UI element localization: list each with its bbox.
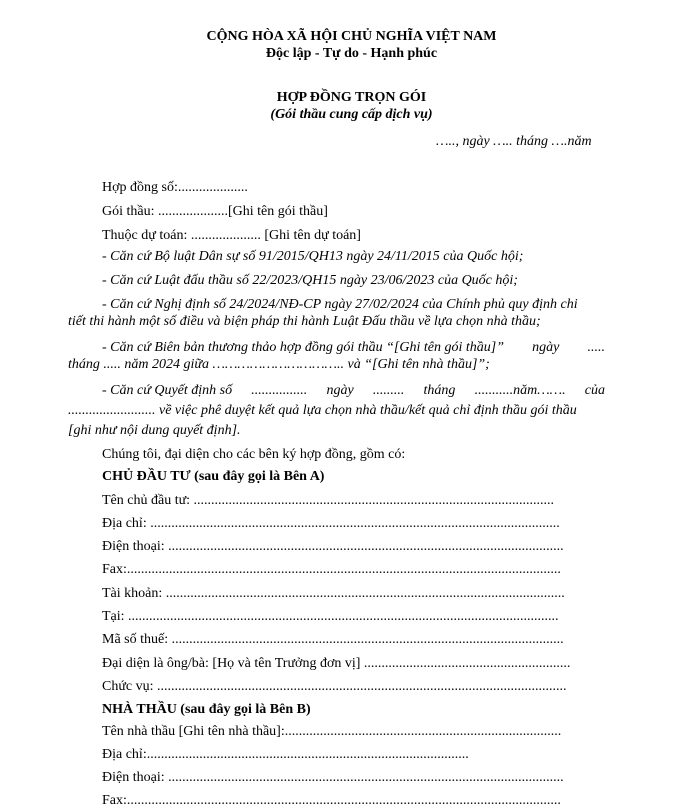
party-b-address: Địa chỉ:............................................................................................ bbox=[102, 747, 469, 762]
party-a-name: Tên chủ đầu tư: ....................................................................................................... bbox=[102, 493, 555, 508]
party-b-name: Tên nhà thầu [Ghi tên nhà thầu]:............................................................................... bbox=[102, 724, 562, 739]
document-subtitle: (Gói thầu cung cấp dịch vụ) bbox=[270, 107, 433, 122]
basis-minutes-day-label: ngày bbox=[532, 340, 560, 355]
package-name: Gói thầu: ....................[Ghi tên gói thầu] bbox=[102, 204, 328, 219]
party-b-phone: Điện thoại: ................................................................................................................. bbox=[102, 770, 564, 785]
basis-decree-line2: tiết thi hành một số điều và biện pháp thi hành Luật Đấu thầu về lựa chọn nhà thầu; bbox=[68, 314, 541, 329]
basis-civil-code: - Căn cứ Bộ luật Dân sự số 91/2015/QH13 ngày 24/11/2015 của Quốc hội; bbox=[102, 249, 524, 264]
basis-decision-of-label: của bbox=[584, 383, 605, 398]
parties-intro: Chúng tôi, đại diện cho các bên ký hợp đồng, gồm có: bbox=[102, 447, 406, 462]
estimate-name: Thuộc dự toán: .................... [Ghi tên dự toán] bbox=[102, 228, 361, 243]
basis-decision-day-blank: ......... bbox=[372, 383, 405, 398]
party-b-fax: Fax:............................................................................................................................ bbox=[102, 793, 561, 808]
motto: Độc lập - Tự do - Hạnh phúc bbox=[265, 46, 438, 61]
party-a-heading: CHỦ ĐẦU TƯ (sau đây gọi là Bên A) bbox=[102, 469, 325, 484]
basis-decision-line2: ......................... về việc phê duyệt kết quả lựa chọn nhà thầu/kết quả chỉ định thầu gói thầu bbox=[68, 403, 577, 418]
basis-decision-year-blank: ...........năm……. bbox=[474, 383, 566, 398]
document-title: HỢP ĐỒNG TRỌN GÓI bbox=[276, 90, 427, 105]
contract-number: Hợp đồng số:.................... bbox=[102, 180, 248, 195]
basis-decision-number-blank: ................ bbox=[251, 383, 308, 398]
party-a-account: Tài khoản: .................................................................................................................. bbox=[102, 586, 565, 601]
party-a-phone: Điện thoại: ................................................................................................................. bbox=[102, 539, 564, 554]
party-b-heading: NHÀ THẦU (sau đây gọi là Bên B) bbox=[102, 702, 311, 717]
basis-minutes-day-blank: ..... bbox=[587, 340, 605, 355]
basis-decision-line1 bbox=[102, 382, 605, 399]
party-a-position: Chức vụ: ..................................................................................................................... bbox=[102, 679, 567, 694]
party-a-tax-code: Mã số thuế: ................................................................................................................ bbox=[102, 632, 564, 647]
basis-bidding-law: - Căn cứ Luật đấu thầu số 22/2023/QH15 ngày 23/06/2023 của Quốc hội; bbox=[102, 273, 518, 288]
party-a-bank: Tại: ........................................................................................................................... bbox=[102, 609, 559, 624]
basis-decision-line3: [ghi như nội dung quyết định]. bbox=[68, 423, 241, 438]
basis-decision-text: - Căn cứ Quyết định số bbox=[102, 383, 233, 398]
basis-decision-month-label: tháng bbox=[423, 383, 456, 398]
date-line: ….., ngày ….. tháng ….năm bbox=[436, 134, 592, 149]
basis-minutes-line1 bbox=[102, 339, 605, 356]
party-a-address: Địa chỉ: ..................................................................................................................... bbox=[102, 516, 560, 531]
party-a-representative: Đại diện là ông/bà: [Họ và tên Trưởng đơn vị] ........................................................... bbox=[102, 656, 571, 671]
basis-minutes-text: - Căn cứ Biên bản thương thảo hợp đồng gói thầu “[Ghi tên gói thầu]” bbox=[102, 340, 504, 355]
basis-minutes-line2: tháng ..... năm 2024 giữa ………………………….. và “[Ghi tên nhà thầu]”; bbox=[68, 357, 490, 372]
country-header: CỘNG HÒA XÃ HỘI CHỦ NGHĨA VIỆT NAM bbox=[206, 29, 497, 44]
basis-decision-day-label: ngày bbox=[326, 383, 354, 398]
party-a-fax: Fax:............................................................................................................................ bbox=[102, 562, 561, 577]
basis-decree-line1: - Căn cứ Nghị định số 24/2024/NĐ-CP ngày 27/02/2024 của Chính phủ quy định chi bbox=[102, 297, 578, 312]
